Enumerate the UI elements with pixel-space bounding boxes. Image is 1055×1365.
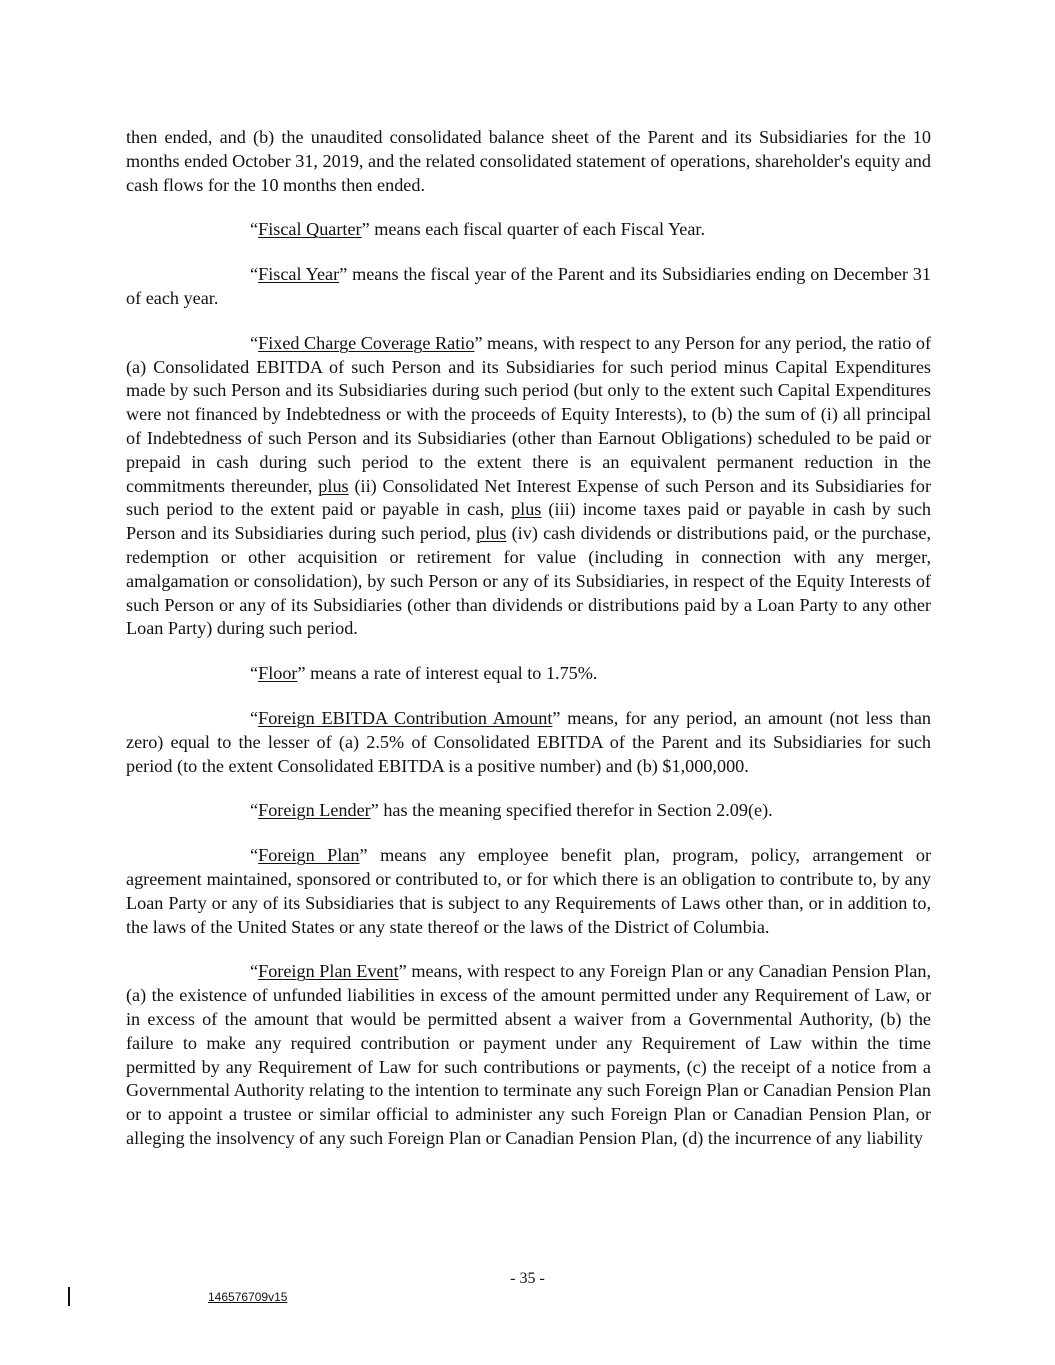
paragraph-text: (ii) Consolidated Net Interest Expense of such Person and its Subsidiaries for such period to the extent paid or payable in cash, (126, 475, 932, 520)
paragraph (126, 707, 931, 778)
document-id: 146576709v15 (208, 1290, 288, 1304)
underlined-term: plus (318, 475, 349, 496)
paragraph-text: ” means, for any period, an amount (not less than zero) equal to the lesser of (a) 2.5% of Consolidated EBITDA of the Parent and its Subsidiaries for such period (to the extent Consolidated EBITDA is a positive number) and (b) $1,000,000. (126, 707, 932, 776)
paragraph-text: “ (250, 663, 259, 684)
document-body (126, 126, 931, 1172)
paragraph (126, 263, 931, 311)
paragraph-text: (iv) cash dividends or distributions paid, or the purchase, redemption or other acquisition or retirement for value (including in connection with any merger, amalgamation or consolidation), by such Person or any of its Subsidiaries, in respect of the Equity Interests of such Person or any of its Subsidiaries (other than dividends or distributions paid by a Loan Party to any other Loan Party) during such period. (126, 523, 932, 639)
paragraph-text: ” means, with respect to any Foreign Plan or any Canadian Pension Plan, (a) the existence of unfunded liabilities in excess of the amount permitted under any Requirement of Law, or in excess of the amount that would be permitted absent a waiver from a Governmental Authority, (b) the failure to make any required contribution or payment under any Requirement of Law within the time permitted by any Requirement of Law for such contributions or payments, (c) the receipt of a notice from a Governmental Authority relating to the intention to terminate any such Foreign Plan or Canadian Pension Plan or to appoint a trustee or similar official to administer any such Foreign Plan or Canadian Pension Plan, or alleging the insolvency of any such Foreign Plan or Canadian Pension Plan, (d) the incurrence of any liability (126, 961, 931, 1148)
paragraph (126, 218, 931, 242)
paragraph-text: ” means any employee benefit plan, program, policy, arrangement or agreement maintained, sponsored or contributed to, or for which there is an obligation to contribute to, by any Loan Party or any of its Subsidiaries that is subject to any Requirements of Laws other than, or in addition to, the laws of the United States or any state thereof or the laws of the District of Columbia. (126, 845, 931, 937)
paragraph-text: ” has the meaning specified therefor in Section 2.09(e). (370, 800, 773, 821)
underlined-term: plus (476, 523, 507, 544)
paragraph-text: then ended, and (b) the unaudited consolidated balance sheet of the Parent and its Subsidiaries for the 10 months ended October 31, 2019, and the related consolidated statement of operations, shareholder's equity and cash flows for the 10 months then ended. (126, 127, 931, 195)
paragraph-text: “ (250, 332, 259, 353)
underlined-term: Foreign Plan (258, 845, 360, 866)
paragraph-text: “ (250, 264, 259, 285)
paragraph (126, 799, 931, 823)
page-number: - 35 - (510, 1270, 545, 1287)
underlined-term: Fiscal Year (258, 264, 340, 285)
paragraph-text: (iii) income taxes paid or payable in cash by such Person and its Subsidiaries during such period, (126, 499, 931, 544)
underlined-term: Foreign Lender (258, 800, 371, 821)
paragraph-text: “ (250, 845, 259, 866)
paragraph-text: ” means a rate of interest equal to 1.75%. (297, 663, 598, 684)
paragraph (126, 960, 931, 1150)
paragraph-text: “ (250, 961, 259, 982)
underlined-term: Foreign EBITDA Contribution Amount (258, 707, 553, 728)
underlined-term: Fiscal Quarter (258, 219, 362, 240)
underlined-term: Foreign Plan Event (258, 961, 399, 982)
paragraph (126, 126, 931, 197)
underlined-term: plus (511, 499, 542, 520)
underlined-term: Fixed Charge Coverage Ratio (258, 332, 475, 353)
paragraph (126, 332, 931, 641)
paragraph-text: ” means each fiscal quarter of each Fiscal Year. (361, 219, 706, 240)
underlined-term: Floor (258, 663, 298, 684)
paragraph-text: “ (250, 219, 259, 240)
paragraph-text: “ (250, 800, 259, 821)
revision-bar (68, 1287, 70, 1306)
paragraph-text: “ (250, 707, 259, 728)
paragraph (126, 662, 931, 686)
paragraph-text: ” means the fiscal year of the Parent and its Subsidiaries ending on December 31 of each year. (126, 264, 931, 308)
paragraph-text: ” means, with respect to any Person for any period, the ratio of (a) Consolidated EBITDA of such Person and its Subsidiaries for such period minus Capital Expenditures made by such Person and its Subsidiaries during such period (but only to the extent such Capital Expenditures were not financed by Indebtedness or with the proceeds of Equity Interests), to (b) the sum of (i) all principal of Indebtedness of such Person and its Subsidiaries (other than Earnout Obligations) scheduled to be paid or prepaid in cash during such period to the extent there is an equivalent permanent reduction in the commitments thereunder, (126, 332, 932, 496)
paragraph (126, 844, 931, 939)
